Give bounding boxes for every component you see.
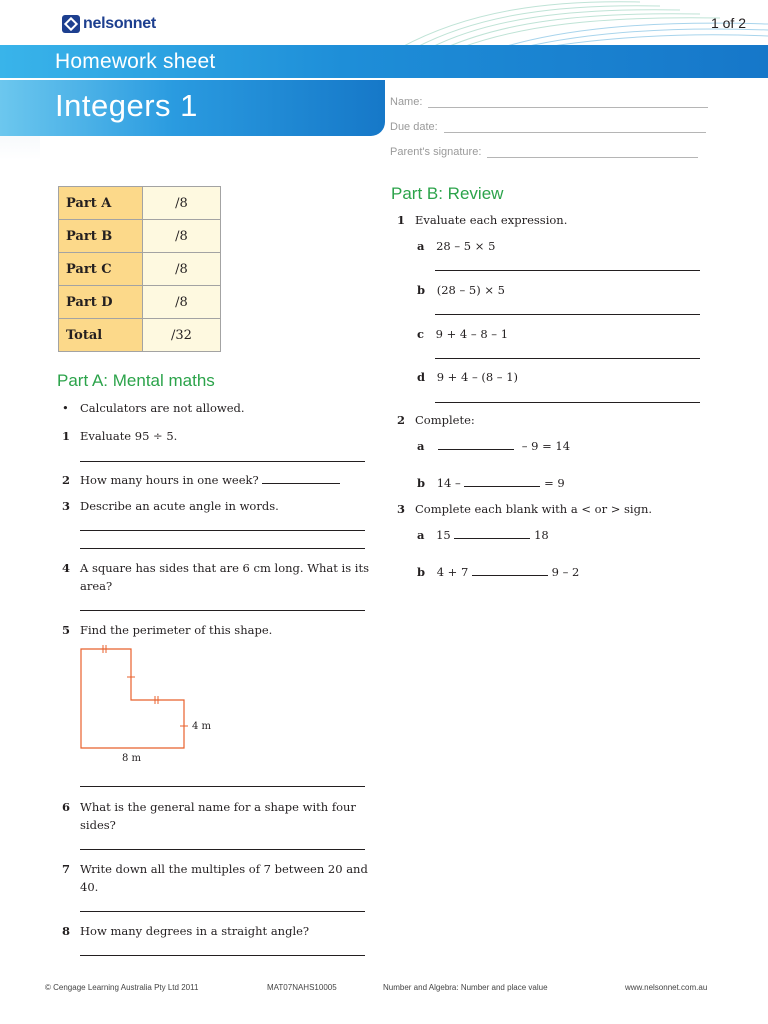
item-letter: a: [417, 528, 425, 542]
item-letter: b: [417, 283, 426, 297]
page-indicator: 1 of 2: [710, 15, 746, 31]
item-letter: d: [417, 370, 426, 384]
answer-line[interactable]: [80, 849, 365, 850]
question-number: 6: [62, 800, 71, 814]
score-value: /8: [143, 286, 221, 319]
signature-input-line[interactable]: [487, 145, 698, 158]
question-number: 3: [397, 502, 406, 516]
logo-text: nelsonnet: [83, 15, 156, 32]
part-a-instruction: [62, 399, 372, 417]
l-shape-outline: [81, 649, 184, 748]
item-expression: 14 –: [436, 476, 461, 490]
answer-line[interactable]: [80, 530, 365, 531]
score-label: Part B: [59, 220, 143, 253]
item-b3a: [417, 526, 549, 544]
item-expression: 18: [534, 528, 549, 542]
item-b1c: [417, 325, 508, 343]
question-a2: [62, 471, 372, 489]
name-label: Name:: [390, 96, 423, 108]
question-b1: [397, 211, 717, 229]
item-b2b: [417, 474, 565, 492]
nelsonnet-logo: [62, 12, 156, 36]
question-number: 1: [62, 429, 71, 443]
footer-code: MAT07NAHS10005: [267, 983, 337, 992]
question-a3: [62, 497, 372, 515]
question-b2: [397, 411, 717, 429]
answer-line[interactable]: [435, 314, 700, 315]
question-a5: [62, 621, 372, 639]
item-b1d: [417, 368, 518, 386]
question-text: How many hours in one week?: [80, 473, 259, 487]
question-number: 7: [62, 862, 71, 876]
score-table: [58, 186, 221, 352]
footer-strand: Number and Algebra: Number and place value: [383, 983, 548, 992]
answer-blank[interactable]: [262, 473, 340, 484]
answer-line[interactable]: [435, 402, 700, 403]
answer-line[interactable]: [435, 270, 700, 271]
question-text: Evaluate each expression.: [415, 213, 568, 227]
item-expression: 9 – 2: [551, 565, 580, 579]
question-text: Describe an acute angle in words.: [80, 499, 279, 513]
answer-line[interactable]: [80, 610, 365, 611]
answer-blank[interactable]: [438, 439, 514, 450]
score-value: /8: [143, 253, 221, 286]
item-expression: (28 – 5) × 5: [436, 283, 505, 297]
score-row: [59, 286, 221, 319]
question-a7: [62, 860, 372, 896]
score-row: [59, 319, 221, 352]
question-number: 1: [397, 213, 406, 227]
item-letter: a: [417, 439, 425, 453]
question-a6: [62, 798, 372, 834]
due-date-field: [390, 120, 706, 133]
question-text: How many degrees in a straight angle?: [80, 924, 310, 938]
title-banner: [0, 80, 385, 136]
name-field: [390, 95, 708, 108]
answer-blank[interactable]: [464, 476, 540, 487]
score-row: [59, 187, 221, 220]
logo-icon: [62, 15, 80, 33]
score-row: [59, 253, 221, 286]
tick-marks: [103, 645, 188, 726]
question-number: 2: [397, 413, 406, 427]
sheet-title: Integers 1: [55, 88, 198, 123]
item-expression: 9 + 4 – (8 – 1): [436, 370, 519, 384]
instruction-text: Calculators are not allowed.: [80, 401, 245, 415]
item-letter: a: [417, 239, 425, 253]
item-expression: 28 – 5 × 5: [436, 239, 496, 253]
score-value: /8: [143, 187, 221, 220]
signature-field: [390, 145, 698, 158]
item-b2a: [417, 437, 570, 455]
answer-line[interactable]: [80, 786, 365, 787]
answer-line[interactable]: [80, 461, 365, 462]
question-number: 5: [62, 623, 71, 637]
bullet: •: [62, 401, 69, 415]
decorative-swirl: [380, 0, 768, 48]
answer-line[interactable]: [80, 548, 365, 549]
score-label: Total: [59, 319, 143, 352]
question-a1: [62, 427, 372, 445]
banner-title: Homework sheet: [55, 50, 216, 73]
base-label: 8 m: [122, 753, 142, 764]
item-expression: 9 + 4 – 8 – 1: [435, 327, 509, 341]
item-expression: 4 + 7: [436, 565, 469, 579]
score-value: /8: [143, 220, 221, 253]
answer-blank[interactable]: [472, 565, 548, 576]
answer-line[interactable]: [80, 955, 365, 956]
question-text: What is the general name for a shape with four sides?: [80, 800, 356, 832]
score-label: Part A: [59, 187, 143, 220]
item-letter: c: [417, 327, 425, 341]
question-number: 2: [62, 473, 71, 487]
item-expression: – 9 = 14: [521, 439, 571, 453]
item-b1b: [417, 281, 505, 299]
question-number: 8: [62, 924, 71, 938]
question-b3: [397, 500, 727, 518]
question-text: Write down all the multiples of 7 between 20 and 40.: [80, 862, 368, 894]
item-expression: = 9: [544, 476, 565, 490]
question-text: Complete:: [415, 413, 475, 427]
item-expression: 15: [436, 528, 451, 542]
question-number: 3: [62, 499, 71, 513]
footer-copyright: © Cengage Learning Australia Pty Ltd 2011: [45, 983, 199, 992]
due-date-input-line[interactable]: [444, 120, 706, 133]
item-b1a: [417, 237, 495, 255]
part-b-heading: Part B: Review: [391, 184, 504, 203]
answer-blank[interactable]: [454, 528, 530, 539]
signature-label: Parent's signature:: [390, 146, 482, 158]
footer-url[interactable]: www.nelsonnet.com.au: [625, 983, 708, 992]
answer-line[interactable]: [80, 911, 365, 912]
question-text: Evaluate 95 ÷ 5.: [80, 429, 178, 443]
homework-banner: [0, 45, 768, 78]
score-value: /32: [143, 319, 221, 352]
name-input-line[interactable]: [428, 95, 708, 108]
question-text: A square has sides that are 6 cm long. What is its area?: [80, 561, 369, 593]
question-number: 4: [62, 561, 71, 575]
side-label: 4 m: [192, 721, 212, 732]
score-row: [59, 220, 221, 253]
l-shape-diagram: [70, 640, 230, 770]
score-label: Part C: [59, 253, 143, 286]
item-b3b: [417, 563, 579, 581]
part-a-heading: Part A: Mental maths: [57, 371, 215, 390]
question-a4: [62, 559, 372, 595]
score-label: Part D: [59, 286, 143, 319]
question-text: Complete each blank with a < or > sign.: [415, 502, 653, 516]
item-letter: b: [417, 565, 426, 579]
question-a8: [62, 922, 372, 940]
answer-line[interactable]: [435, 358, 700, 359]
item-letter: b: [417, 476, 426, 490]
question-text: Find the perimeter of this shape.: [80, 623, 273, 637]
due-date-label: Due date:: [390, 121, 438, 133]
